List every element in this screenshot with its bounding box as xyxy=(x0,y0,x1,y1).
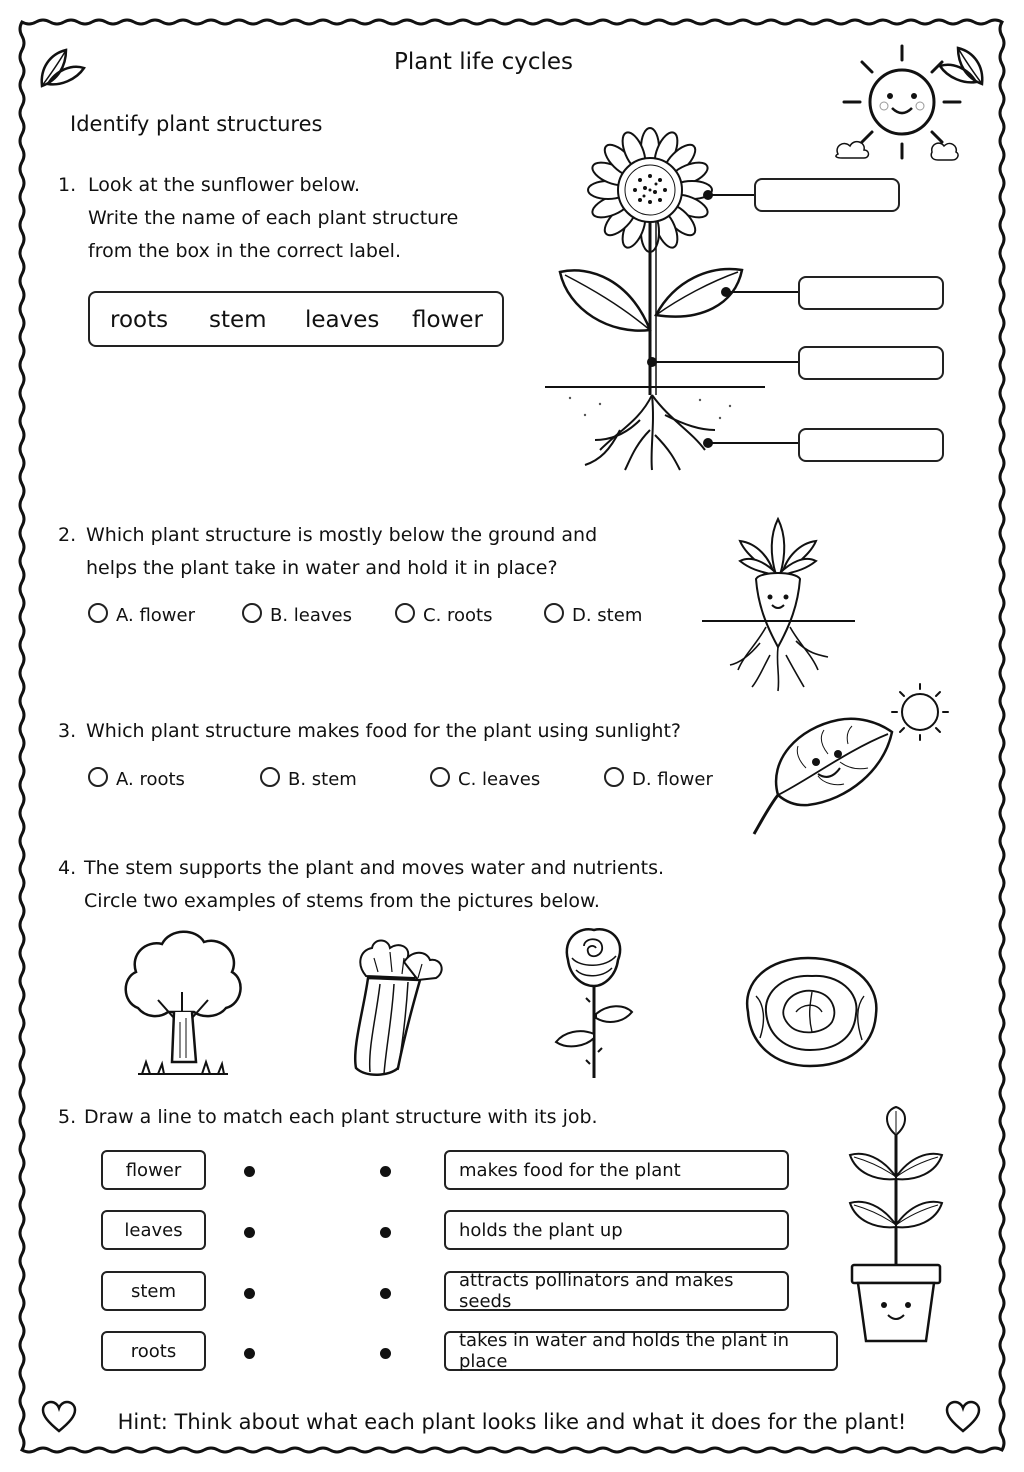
match-dot[interactable] xyxy=(244,1348,255,1359)
match-structure-box: flower xyxy=(101,1150,206,1190)
answer-label-box[interactable] xyxy=(798,276,944,310)
option-label: B. stem xyxy=(288,769,357,790)
label-connectors xyxy=(640,180,810,460)
match-job-box: makes food for the plant xyxy=(444,1150,789,1190)
option-label: A. flower xyxy=(116,605,195,626)
match-dot[interactable] xyxy=(380,1227,391,1238)
carrot-roots-icon xyxy=(700,515,860,693)
question-number: 1. xyxy=(58,174,77,196)
match-dot[interactable] xyxy=(244,1227,255,1238)
question-number: 5. xyxy=(58,1106,77,1128)
match-dot[interactable] xyxy=(380,1166,391,1177)
tree-icon[interactable] xyxy=(118,922,248,1080)
page-title: Plant life cycles xyxy=(394,49,574,75)
option-radio[interactable] xyxy=(544,603,564,623)
match-job-box: attracts pollinators and makes seeds xyxy=(444,1271,789,1311)
question-text: Look at the sunflower below. xyxy=(88,174,361,196)
question-text: Circle two examples of stems from the pictures below. xyxy=(84,890,600,912)
potted-plant-icon xyxy=(844,1105,948,1345)
question-text: from the box in the correct label. xyxy=(88,240,401,262)
option-radio[interactable] xyxy=(604,767,624,787)
match-structure-box: stem xyxy=(101,1271,206,1311)
option-label: C. roots xyxy=(423,605,493,626)
option-label: B. leaves xyxy=(270,605,353,626)
sun-icon xyxy=(832,42,962,167)
answer-label-box[interactable] xyxy=(798,428,944,462)
word-bank-item: flower xyxy=(412,307,483,333)
answer-label-box[interactable] xyxy=(798,346,944,380)
question-text: Draw a line to match each plant structure with its job. xyxy=(84,1106,598,1128)
match-job-box: takes in water and holds the plant in place xyxy=(444,1331,838,1371)
word-bank-item: roots xyxy=(110,307,169,333)
section-heading: Identify plant structures xyxy=(70,112,323,136)
option-radio[interactable] xyxy=(430,767,450,787)
celery-icon[interactable] xyxy=(346,928,450,1078)
question-text: Which plant structure makes food for the plant using sunlight? xyxy=(86,720,681,742)
question-text: Which plant structure is mostly below the ground and xyxy=(86,524,598,546)
option-label: D. flower xyxy=(632,769,713,790)
rose-icon[interactable] xyxy=(550,924,636,1082)
option-radio[interactable] xyxy=(395,603,415,623)
answer-label-box[interactable] xyxy=(754,178,900,212)
question-text: The stem supports the plant and moves water and nutrients. xyxy=(84,857,665,879)
option-radio[interactable] xyxy=(260,767,280,787)
option-label: C. leaves xyxy=(458,769,541,790)
question-text: helps the plant take in water and hold it in place? xyxy=(86,557,558,579)
leaf-corner-icon xyxy=(36,42,92,92)
match-structure-box: leaves xyxy=(101,1210,206,1250)
question-number: 2. xyxy=(58,524,77,546)
cabbage-icon[interactable] xyxy=(738,952,884,1070)
match-dot[interactable] xyxy=(244,1166,255,1177)
option-radio[interactable] xyxy=(88,603,108,623)
option-label: A. roots xyxy=(116,769,185,790)
word-bank xyxy=(88,291,504,347)
leaf-sunlight-icon xyxy=(748,680,958,840)
option-radio[interactable] xyxy=(88,767,108,787)
question-number: 3. xyxy=(58,720,77,742)
word-bank-item: leaves xyxy=(305,307,380,333)
question-text: Write the name of each plant structure xyxy=(88,207,459,229)
hint-text: Hint: Think about what each plant looks like and what it does for the plant! xyxy=(117,1410,907,1434)
match-dot[interactable] xyxy=(380,1348,391,1359)
option-radio[interactable] xyxy=(242,603,262,623)
match-job-box: holds the plant up xyxy=(444,1210,789,1250)
match-dot[interactable] xyxy=(380,1288,391,1299)
match-structure-box: roots xyxy=(101,1331,206,1371)
option-label: D. stem xyxy=(572,605,643,626)
match-dot[interactable] xyxy=(244,1288,255,1299)
question-number: 4. xyxy=(58,857,77,879)
word-bank-item: stem xyxy=(209,307,267,333)
